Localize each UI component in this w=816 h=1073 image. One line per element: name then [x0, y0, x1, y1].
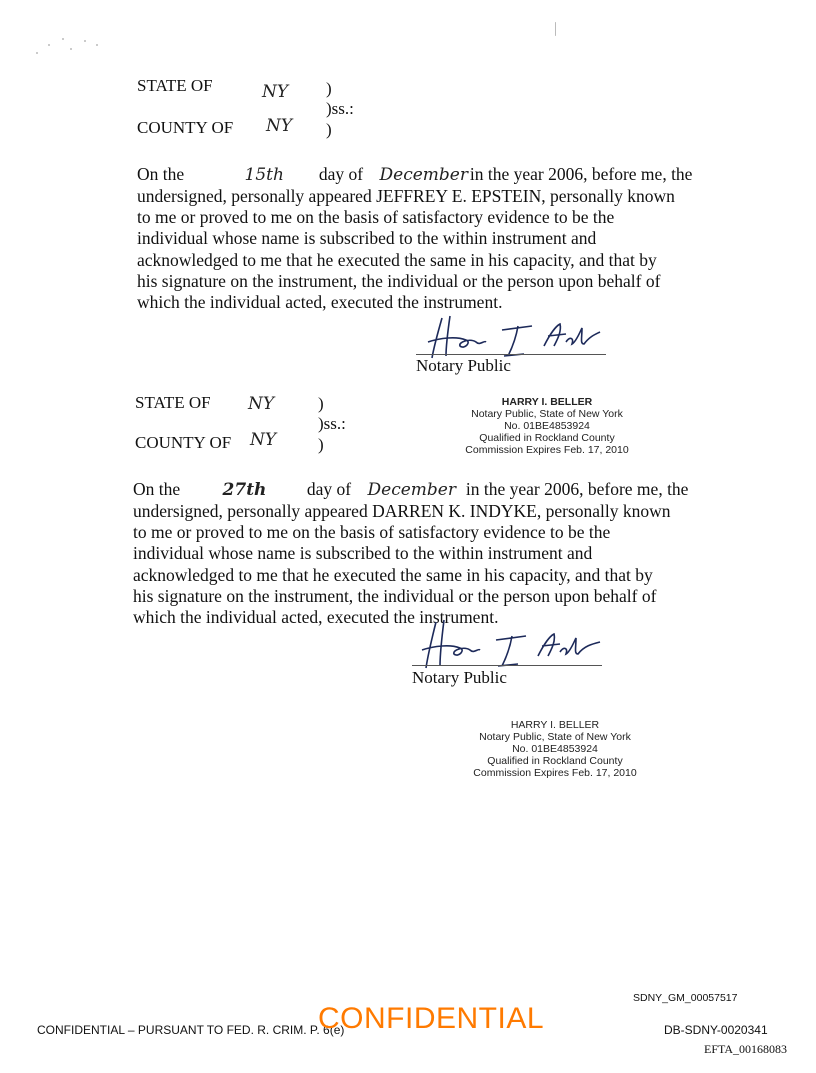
- ack-first-line: [137, 164, 707, 186]
- paragraph-line: undersigned, personally appeared DARREN K. INDYKE, personally known: [133, 501, 671, 521]
- notary-public-label: Notary Public: [412, 668, 507, 687]
- stamp-line: Notary Public, State of New York: [479, 731, 631, 743]
- paren: ): [326, 120, 332, 139]
- state-value-handwritten: NY: [248, 394, 275, 414]
- ack-paragraph: [133, 501, 703, 628]
- stamp-line: Notary Public, State of New York: [471, 408, 623, 420]
- notary-stamp: [460, 719, 650, 779]
- bates-number-mid: DB-SDNY-0020341: [664, 1023, 768, 1037]
- paragraph-line: acknowledged to me that he executed the same in his capacity, and that by: [133, 564, 653, 585]
- ack-first-line: [133, 479, 703, 501]
- scan-speck: [70, 48, 72, 50]
- county-value-handwritten: NY: [266, 116, 293, 136]
- county-value-handwritten: NY: [250, 430, 277, 450]
- county-label: COUNTY OF: [135, 433, 232, 452]
- paragraph-line: acknowledged to me that he executed the same in his capacity, and that by: [137, 249, 657, 270]
- stamp-line: Qualified in Rockland County: [487, 755, 623, 767]
- signature-line: [416, 354, 606, 355]
- stamp-line: Qualified in Rockland County: [479, 432, 615, 444]
- paragraph-tail: in the year 2006, before me, the: [465, 479, 689, 499]
- bates-number-top: SDNY_GM_00057517: [633, 992, 738, 1004]
- day-value-handwritten: 15th: [244, 165, 284, 185]
- paragraph-line: to me or proved to me on the basis of satisfactory evidence to be the: [133, 522, 611, 543]
- on-the-label: On the: [133, 479, 181, 499]
- scan-speck: [84, 40, 86, 42]
- paragraph-line: which the individual acted, executed the instrument.: [133, 607, 499, 628]
- on-the-label: On the: [137, 164, 185, 184]
- scan-mark: [555, 22, 556, 36]
- scan-speck: [48, 44, 50, 46]
- paragraph-line: undersigned, personally appeared JEFFREY E. EPSTEIN, personally known: [137, 186, 675, 206]
- stamp-line: No. 01BE4853924: [504, 420, 590, 432]
- stamp-name: HARRY I. BELLER: [510, 719, 600, 731]
- notary-public-label: Notary Public: [416, 356, 511, 375]
- scan-speck: [36, 52, 38, 54]
- paragraph-line: which the individual acted, executed the instrument.: [137, 292, 503, 313]
- confidentiality-notice: CONFIDENTIAL – PURSUANT TO FED. R. CRIM. P. 6(e): [37, 1023, 345, 1037]
- month-value-handwritten: December: [367, 480, 456, 500]
- day-of-label: day of: [306, 479, 352, 499]
- paren: ): [318, 394, 324, 413]
- paren: ): [318, 435, 324, 454]
- scan-speck: [96, 44, 98, 46]
- stamp-line: Commission Expires Feb. 17, 2010: [473, 767, 637, 779]
- day-of-label: day of: [318, 164, 364, 184]
- day-value-handwritten: 27th: [222, 480, 267, 500]
- notary-stamp: [452, 396, 642, 456]
- stamp-line: No. 01BE4853924: [512, 743, 598, 755]
- paragraph-line: his signature on the instrument, the individual or the person upon behalf of: [137, 270, 661, 291]
- county-label: COUNTY OF: [137, 118, 234, 137]
- paragraph-line: individual whose name is subscribed to the within instrument and: [133, 543, 593, 564]
- bates-number-bottom: EFTA_00168083: [704, 1042, 788, 1056]
- paragraph-tail: in the year 2006, before me, the: [469, 164, 693, 184]
- state-label: STATE OF: [137, 76, 213, 95]
- state-label: STATE OF: [135, 393, 211, 412]
- paragraph-line: his signature on the instrument, the individual or the person upon behalf of: [133, 585, 657, 606]
- paragraph-line: to me or proved to me on the basis of satisfactory evidence to be the: [137, 207, 615, 228]
- state-value-handwritten: NY: [262, 82, 289, 102]
- signature-line: [412, 665, 602, 666]
- ss-label: )ss.:: [326, 99, 354, 118]
- notary-signature: [412, 618, 612, 672]
- scan-speck: [62, 38, 64, 40]
- ss-label: )ss.:: [318, 414, 346, 433]
- confidential-watermark: CONFIDENTIAL: [318, 1002, 545, 1035]
- paragraph-line: individual whose name is subscribed to the within instrument and: [137, 228, 597, 249]
- paren: ): [326, 79, 332, 98]
- stamp-line: Commission Expires Feb. 17, 2010: [465, 444, 629, 456]
- ack-paragraph: [137, 186, 707, 313]
- stamp-name: HARRY I. BELLER: [501, 396, 593, 408]
- month-value-handwritten: December: [379, 165, 468, 185]
